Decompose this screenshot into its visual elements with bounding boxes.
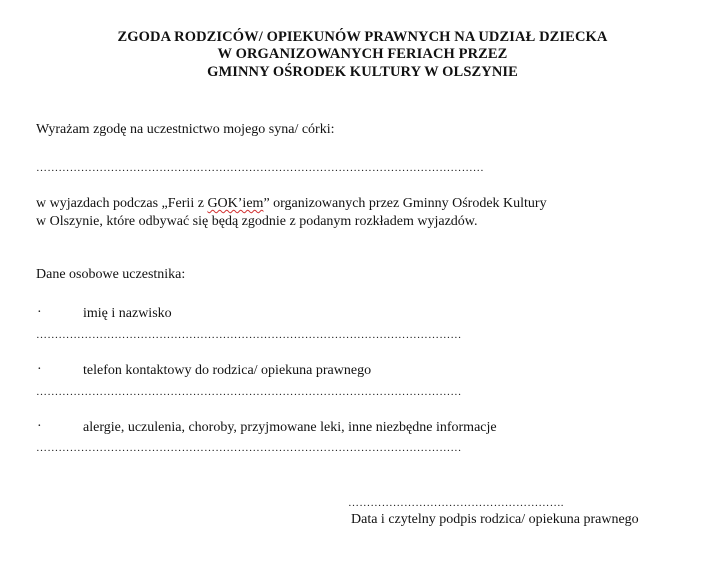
personal-data-heading: Dane osobowe uczestnika: bbox=[36, 267, 186, 282]
field-label-name: imię i nazwisko bbox=[83, 306, 172, 321]
form-title-line-1: ZGODA RODZICÓW/ OPIEKUNÓW PRAWNYCH NA UDZIAŁ DZIECKA bbox=[117, 29, 608, 45]
consent-intro: Wyrażam zgodę na uczestnictwo mojego syna/ córki: bbox=[36, 122, 335, 137]
field-line-phone: …………………………………………………………………………………………………… bbox=[36, 386, 462, 398]
bullet-icon: · bbox=[37, 362, 42, 377]
consent-body-line-2: w Olszynie, które odbywać się będą zgodnie z podanym rozkładem wyjazdów. bbox=[36, 214, 478, 229]
bullet-icon: · bbox=[37, 419, 42, 434]
consent-body-pre: w wyjazdach podczas „Ferii z bbox=[36, 196, 208, 211]
form-title-line-3: GMINNY OŚRODEK KULTURY W OLSZYNIE bbox=[207, 64, 518, 80]
signature-label: Data i czytelny podpis rodzica/ opiekuna prawnego bbox=[351, 512, 639, 527]
consent-body-line-1 bbox=[36, 195, 547, 213]
signature-line: …………………………………………………. bbox=[348, 497, 564, 509]
child-name-line: ………………………………………………………………………………………………………… bbox=[36, 162, 484, 174]
bullet-icon: · bbox=[37, 305, 42, 320]
gok-spellcheck-word: GOK’iem bbox=[207, 196, 264, 211]
field-label-phone: telefon kontaktowy do rodzica/ opiekuna prawnego bbox=[83, 363, 372, 378]
consent-body-post: ” organizowanych przez Gminny Ośrodek Kultury bbox=[263, 196, 547, 211]
field-label-allergies: alergie, uczulenia, choroby, przyjmowane leki, inne niezbędne informacje bbox=[83, 420, 497, 435]
field-line-allergies: …………………………………………………………………………………………………… bbox=[36, 442, 462, 454]
field-line-name: …………………………………………………………………………………………………… bbox=[36, 329, 462, 341]
form-title-line-2: W ORGANIZOWANYCH FERIACH PRZEZ bbox=[217, 46, 508, 62]
